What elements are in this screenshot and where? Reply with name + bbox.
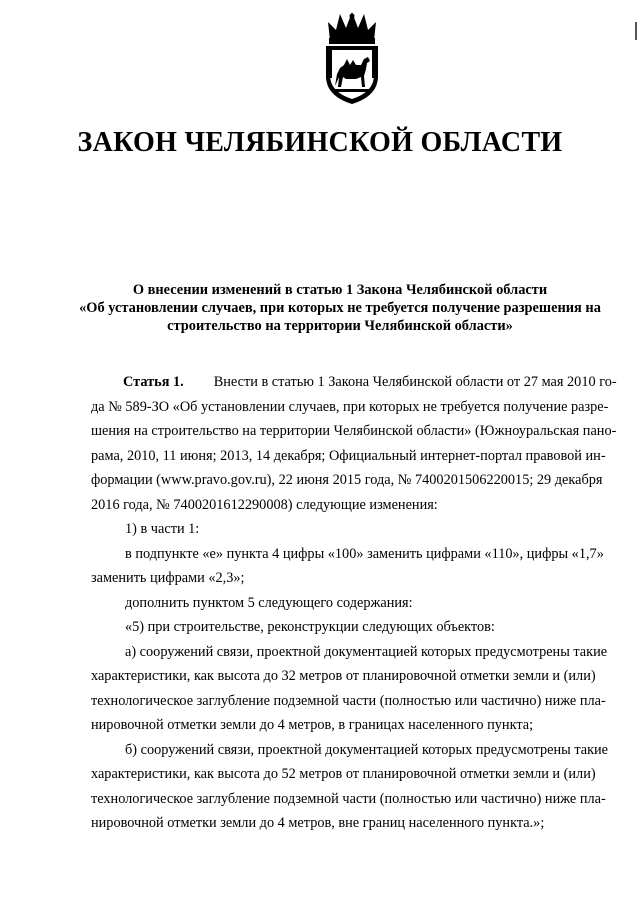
law-title: ЗАКОН ЧЕЛЯБИНСКОЙ ОБЛАСТИ: [77, 127, 563, 158]
point-5-line: «5) при строительстве, реконструкции следующих объектов:: [125, 619, 495, 635]
article-label: Статья 1.: [123, 374, 184, 390]
point-a-line: технологическое заглубление подземной части (полностью или частично) ниже пла-: [91, 692, 606, 709]
subject-line: строительство на территории Челябинской области»: [167, 318, 513, 334]
text-line: формации (www.pravo.gov.ru), 22 июня 2015 года, № 7400201506220015; 29 декабря: [91, 472, 603, 488]
point-a-line: нировочной отметки земли до 4 метров, в границах населенного пункта;: [91, 717, 534, 733]
law-subject: [60, 281, 620, 335]
subpoint-e-line: в подпункте «е» пункта 4 цифры «100» заменить цифрами «110», цифры «1,7»: [125, 545, 604, 562]
text-line: 2016 года, № 7400201612290008) следующие изменения:: [91, 496, 438, 513]
point-b-line: б) сооружений связи, проектной документацией которых предусмотрены такие: [125, 741, 609, 758]
subpoint-e-line: заменить цифрами «2,3»;: [91, 570, 245, 586]
text-line: да № 589-ЗО «Об установлении случаев, при которых не требуется получение разре-: [91, 398, 609, 415]
coat-of-arms-icon: [316, 10, 388, 106]
article-body: [91, 370, 617, 836]
article-text: Внести в статью 1 Закона Челябинской области от 27 мая 2010 го-: [213, 374, 617, 390]
item-1: 1) в части 1:: [125, 521, 200, 537]
text-line: шения на строительство на территории Челябинской области» (Южноуральская пано-: [91, 423, 617, 439]
subject-line: О внесении изменений в статью 1 Закона Челябинской области: [132, 282, 548, 298]
add-point-line: дополнить пунктом 5 следующего содержания:: [125, 594, 413, 611]
point-b-line: нировочной отметки земли до 4 метров, вне границ населенного пункта.»;: [91, 815, 545, 831]
point-a-line: а) сооружений связи, проектной документацией которых предусмотрены такие: [125, 643, 608, 660]
point-b-line: характеристики, как высота до 52 метров от планировочной отметки земли и (или): [91, 766, 596, 782]
subject-line: «Об установлении случаев, при которых не требуется получение разрешения на: [79, 300, 601, 316]
page-edge-mark: [635, 22, 637, 40]
article-heading-line: [91, 370, 617, 395]
point-b-line: технологическое заглубление подземной части (полностью или частично) ниже пла-: [91, 790, 606, 807]
point-a-line: характеристики, как высота до 32 метров от планировочной отметки земли и (или): [91, 668, 596, 684]
text-line: рама, 2010, 11 июня; 2013, 14 декабря; Официальный интернет-портал правовой ин-: [91, 447, 606, 464]
